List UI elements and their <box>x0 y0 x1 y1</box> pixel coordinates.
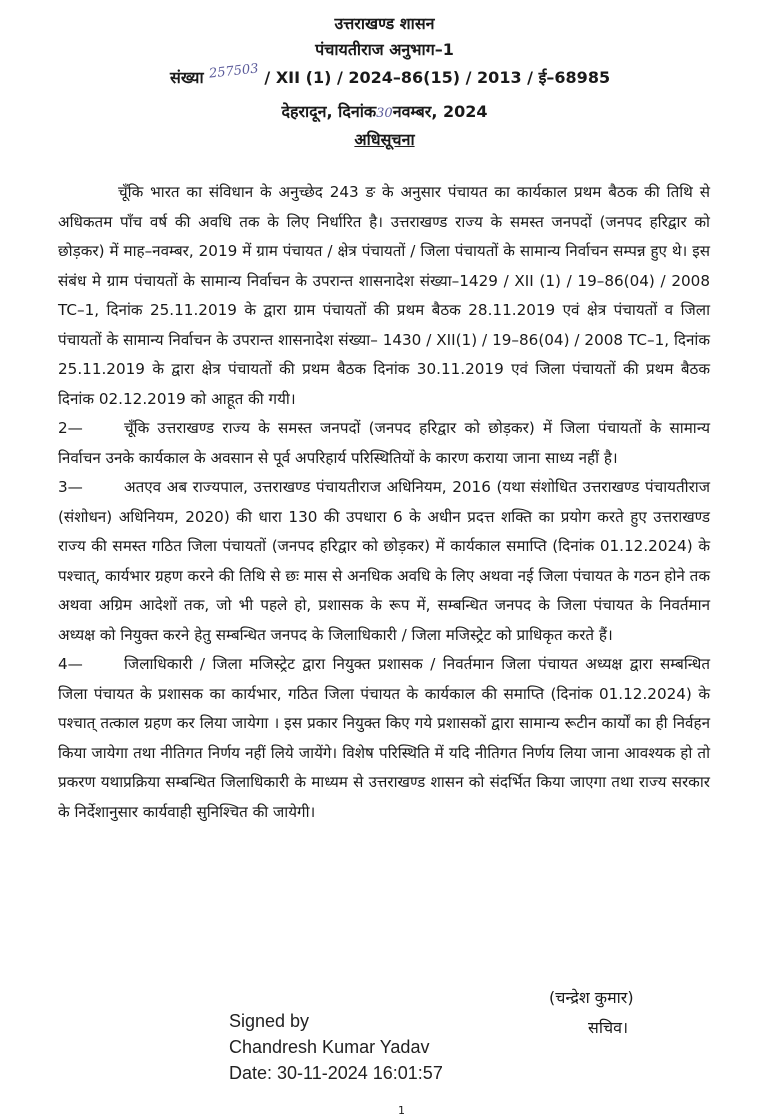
place-date-suffix: नवम्बर, 2024 <box>392 102 488 121</box>
paragraph-text: चूँकि उत्तराखण्ड राज्य के समस्त जनपदों (जनपद हरिद्वार को छोड़कर) में जिला पंचायतों के सामान्य निर्वाचन उनके कार्यकाल के अवसान से पूर्व अपरिहार्य परिस्थितियों के कारण कराया जाना साध्य नहीं है। <box>58 419 710 467</box>
paragraph-number: 3— <box>58 478 83 496</box>
notification-title-text: अधिसूचना <box>354 130 415 149</box>
government-heading: उत्तराखण्ड शासन <box>334 14 435 33</box>
department-heading: पंचायतीराज अनुभाग–1 <box>315 40 454 59</box>
reference-number-label: संख्या <box>170 68 204 87</box>
digital-signature-line-1: Signed by <box>229 1011 310 1031</box>
paragraph-1 <box>58 178 710 414</box>
digital-signature-line-3: Date: 30-11-2024 16:01:57 <box>229 1063 443 1083</box>
digital-signature-block <box>229 1008 443 1086</box>
place-date-line <box>0 100 769 122</box>
handwritten-date: 30 <box>376 106 393 121</box>
digital-signature-line-2: Chandresh Kumar Yadav <box>229 1037 430 1057</box>
paragraph-2 <box>58 414 710 473</box>
paragraph-text: जिलाधिकारी / जिला मजिस्ट्रेट द्वारा नियुक्त प्रशासक / निवर्तमान जिला पंचायत अध्यक्ष द्वारा सम्बन्धित जिला पंचायत के प्रशासक का कार्यभार, गठित जिला पंचायत के कार्यकाल की समाप्ति (दिनांक 01.12.2024) के पश्चात् तत्काल ग्रहण कर लिया जायेगा । इस प्रकार नियुक्त किए गये प्रशासकों द्वारा सामान्य रूटीन कार्यों का ही निर्वहन किया जायेगा तथा नीतिगत निर्णय नहीं लिये जायेंगे। विशेष परिस्थिति में यदि नीतिगत निर्णय लिया जाना आवश्यक हो तो प्रकरण यथाप्रक्रिया सम्बन्धित जिलाधिकारी के माध्यम से उत्तराखण्ड शासन को संदर्भित किया जाएगा तथा राज्य सरकार के निर्देशानुसार कार्यवाही सुनिश्चित की जायेगी। <box>58 655 710 821</box>
place-date-prefix: देहरादून, दिनांक <box>281 102 377 121</box>
paragraph-number: 2— <box>58 419 83 437</box>
notification-title <box>0 130 769 150</box>
paragraph-text: चूँकि भारत का संविधान के अनुच्छेद 243 ङ के अनुसार पंचायत का कार्यकाल प्रथम बैठक की तिथि से अधिकतम पाँच वर्ष की अवधि तक के लिए निर्धारित है। उत्तराखण्ड राज्य के समस्त जनपदों (जनपद हरिद्वार को छोड़कर) में माह–नवम्बर, 2019 में ग्राम पंचायत / क्षेत्र पंचायतों / जिला पंचायतों के सामान्य निर्वाचन सम्पन्न हुए थे। इस संबंध मे ग्राम पंचायतों के सामान्य निर्वाचन के उपरान्त शासनादेश संख्या–1429 / XII (1) / 19–86(04) / 2008 TC–1, दिनांक 25.11.2019 के द्वारा ग्राम पंचायतों की प्रथम बैठक 28.11.2019 एवं क्षेत्र पंचायतों व जिला पंचायतों के सामान्य निर्वाचन के उपरान्त शासनादेश संख्या– 1430 / XII(1) / 19–86(04) / 2008 TC–1, दिनांक 25.11.2019 के द्वारा क्षेत्र पंचायतों की प्रथम बैठक दिनांक 30.11.2019 एवं जिला पंचायतों की प्रथम बैठक दिनांक 02.12.2019 को आहूत की गयी। <box>58 183 710 408</box>
handwritten-number: 257503 <box>208 61 260 82</box>
paragraph-4 <box>58 650 710 827</box>
signatory-name: (चन्द्रेश कुमार) <box>549 988 634 1007</box>
notification-body <box>58 178 710 827</box>
reference-number-value: / XII (1) / 2024–86(15) / 2013 / ई–68985 <box>264 68 611 87</box>
page-number: 1 <box>398 1104 405 1117</box>
paragraph-text: अतएव अब राज्यपाल, उत्तराखण्ड पंचायतीराज अधिनियम, 2016 (यथा संशोधित उत्तराखण्ड पंचायतीराज (संशोधन) अधिनियम, 2020) की धारा 130 की उपधारा 6 के अधीन प्रदत्त शक्ति का प्रयोग करते हुए उत्तराखण्ड राज्य की समस्त गठित जिला पंचायतों (जनपद हरिद्वार को छोड़कर) में कार्यकाल समाप्ति (दिनांक 01.12.2024) के पश्चात्, कार्यभार ग्रहण करने की तिथि से छः मास से अनधिक अवधि के लिए अथवा नई जिला पंचायत के गठन होने तक अथवा अग्रिम आदेशों तक, जो भी पहले हो, प्रशासक के रूप में, सम्बन्धित जनपद के जिला पंचायत के निवर्तमान अध्यक्ष को नियुक्त करने हेतु सम्बन्धित जनपद के जिलाधिकारी / जिला मजिस्ट्रेट को प्राधिकृत करते हैं। <box>58 478 710 644</box>
reference-number-line <box>170 61 611 88</box>
paragraph-number: 4— <box>58 655 83 673</box>
paragraph-3 <box>58 473 710 650</box>
signatory-designation: सचिव। <box>588 1018 629 1037</box>
